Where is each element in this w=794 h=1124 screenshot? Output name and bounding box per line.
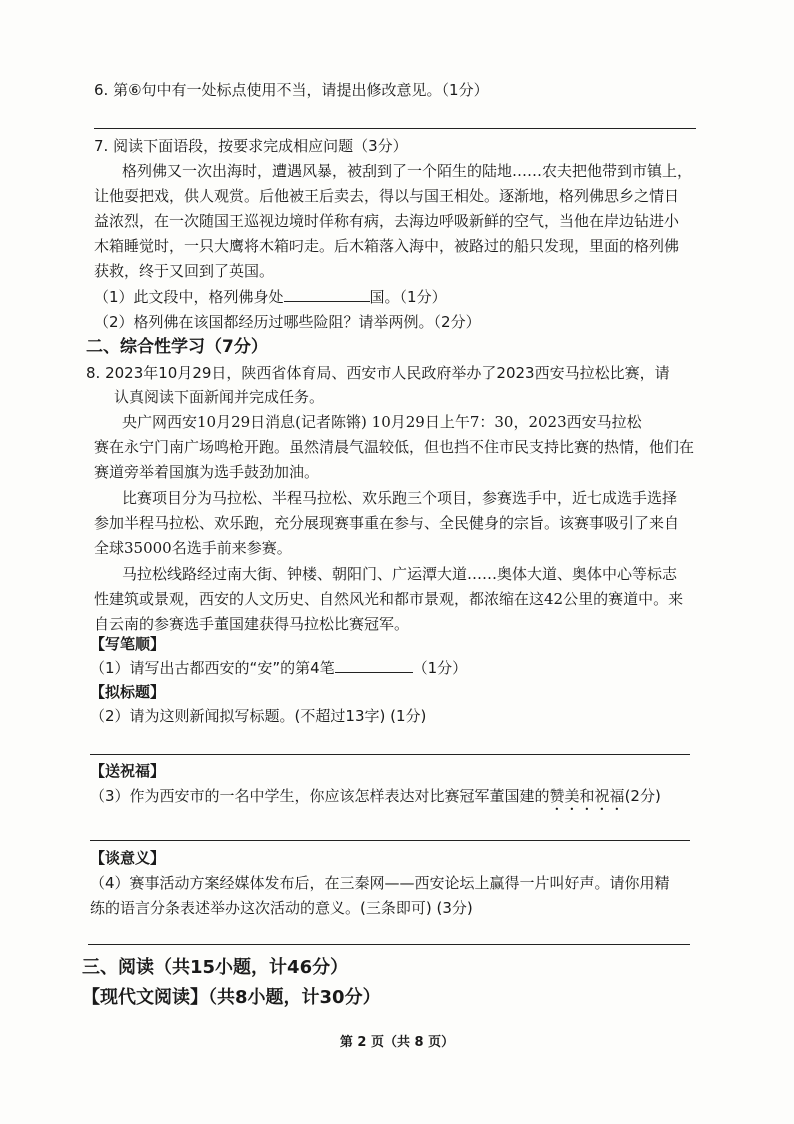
news-line: 赛道旁举着国旗为选手鼓劲加油。 <box>94 463 320 481</box>
question-7-stem: 7. 阅读下面语段，按要求完成相应问题（3分） <box>94 137 408 155</box>
fill-blank[interactable] <box>335 658 413 673</box>
emphasized-text: 赞美和祝福 <box>549 787 625 805</box>
news-line: 马拉松线路经过南大街、钟楼、朝阳门、广运潭大道……奥体大道、奥体中心等标志 <box>122 565 678 583</box>
passage-line: 获救，终于又回到了英国。 <box>94 262 275 280</box>
news-line: 比赛项目分为马拉松、半程马拉松、欢乐跑三个项目，参赛选手中，近七成选手选择 <box>122 489 678 507</box>
answer-line <box>90 840 690 841</box>
tag-discuss-meaning: 【谈意义】 <box>90 849 166 867</box>
sub3-suffix: (2分) <box>624 787 661 805</box>
question-8-sub4: 练的语言分条表述举办这次活动的意义。(三条即可) (3分) <box>90 899 473 917</box>
sub1-suffix: （1分） <box>412 659 468 677</box>
passage-line: 格列佛又一次出海时，遭遇风暴，被刮到了一个陌生的陆地……农夫把他带到市镇上， <box>122 162 693 180</box>
news-line: 央广网西安10月29日消息(记者陈锵) 10月29日上午7：30，2023西安马拉松 <box>122 413 642 431</box>
news-line: 性建筑或景观，西安的人文历史、自然风光和都市景观，都浓缩在这42公里的赛道中。来 <box>94 590 684 608</box>
sub1-suffix: 国。（1分） <box>369 288 447 306</box>
passage-line: 木箱睡觉时，一只大鹰将木箱叼走。后木箱落入海中，被路过的船只发现，里面的格列佛 <box>94 237 680 255</box>
question-7-sub2: （2）格列佛在该国都经历过哪些险阻？请举两例。（2分） <box>94 313 481 331</box>
news-line: 参加半程马拉松、欢乐跑，充分展现赛事重在参与、全民健身的宗旨。该赛事吸引了来自 <box>94 514 680 532</box>
news-line: 赛在永宁门南广场鸣枪开跑。虽然清晨气温较低，但也挡不住市民支持比赛的热情，他们在 <box>94 438 695 456</box>
section-3-heading: 三、阅读（共15小题，计46分） <box>82 957 349 978</box>
section-3-subheading: 【现代文阅读】（共8小题，计30分） <box>82 987 381 1008</box>
sub1-text: （1）此文段中，格列佛身处 <box>94 288 284 306</box>
fill-blank[interactable] <box>284 287 370 302</box>
sub1-text: （1）请写出古都西安的“安”的第4笔 <box>90 659 335 677</box>
question-7-sub1 <box>94 287 447 307</box>
answer-line <box>88 944 690 945</box>
question-6: 6. 第⑥句中有一处标点使用不当，请提出修改意见。（1分） <box>94 81 489 99</box>
question-8-sub2: （2）请为这则新闻拟写标题。(不超过13字) (1分) <box>90 707 427 725</box>
news-line: 自云南的参赛选手董国建获得马拉松比赛冠军。 <box>94 615 410 633</box>
question-8-sub4: （4）赛事活动方案经媒体发布后，在三秦网——西安论坛上赢得一片叫好声。请你用精 <box>90 874 670 892</box>
section-2-heading: 二、综合性学习（7分） <box>86 337 268 357</box>
question-8-stem: 认真阅读下面新闻并完成任务。 <box>114 388 325 406</box>
passage-line: 让他耍把戏，供人观赏。后他被王后卖去，得以与国王相处。逐渐地，格列佛思乡之情日 <box>94 187 680 205</box>
question-8-sub3 <box>90 786 661 814</box>
tag-send-blessing: 【送祝福】 <box>90 762 166 780</box>
tag-write-stroke: 【写笔顺】 <box>90 635 166 653</box>
sub3-text: （3）作为西安市的一名中学生，你应该怎样表达对比赛冠军董国建的 <box>90 787 550 805</box>
question-8-stem: 8. 2023年10月29日，陕西省体育局、西安市人民政府举办了2023西安马拉松比赛，请 <box>86 364 670 382</box>
answer-line <box>90 754 690 755</box>
tag-draft-title: 【拟标题】 <box>90 683 166 701</box>
answer-line <box>94 128 696 129</box>
news-line: 全球35000名选手前来参赛。 <box>94 539 292 557</box>
page-footer: 第 2 页（共 8 页） <box>339 1035 455 1050</box>
question-8-sub1 <box>90 658 467 678</box>
passage-line: 益浓烈，在一次随国王巡视边境时佯称有病，去海边呼吸新鲜的空气，当他在岸边钻进小 <box>94 212 680 230</box>
